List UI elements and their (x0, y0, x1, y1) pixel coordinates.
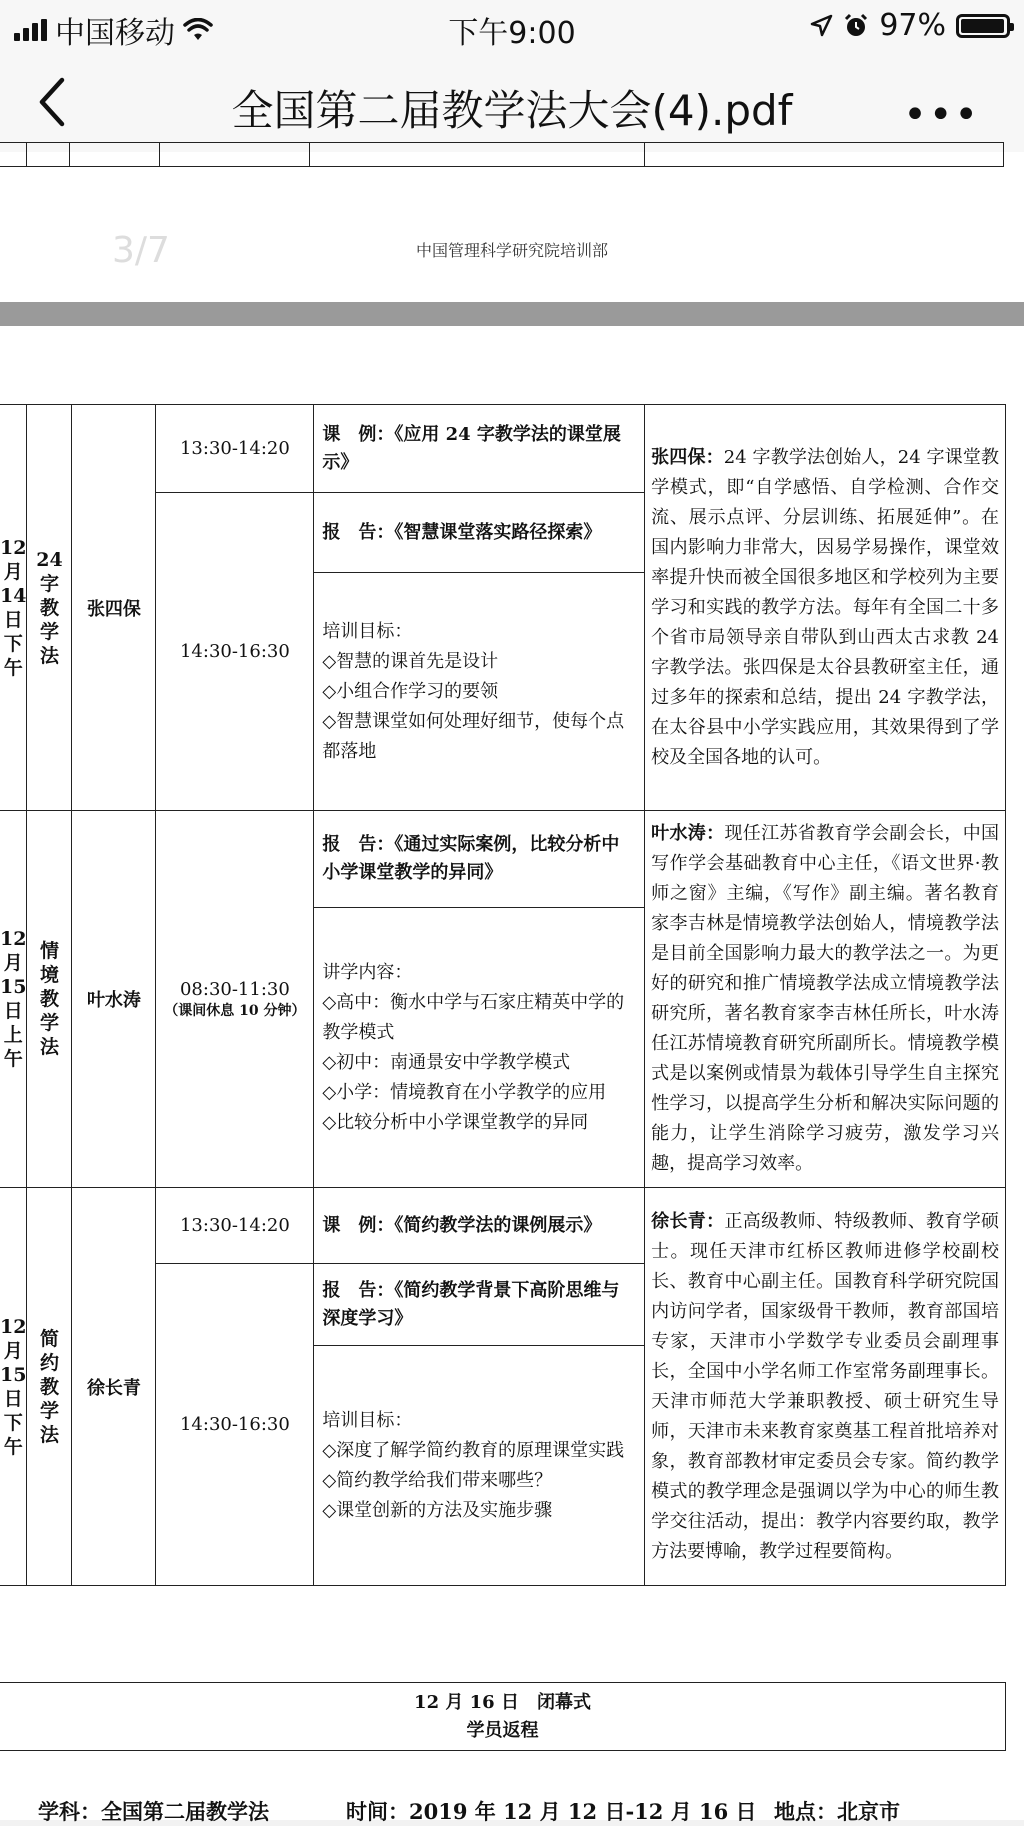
time-cell: 14:30-16:30 (156, 1264, 314, 1586)
status-right (809, 8, 1010, 43)
content-item: ◇智慧课堂如何处理好细节，使每个点都落地 (322, 710, 625, 762)
table-row (0, 1188, 1006, 1264)
previous-page-bottom (0, 152, 1024, 302)
bio-text: 正高级教师、特级教师、教育学硕士。现任天津市红桥区教师进修学校副校长、教育中心副主任。国教育科学研究院国内访问学者，国家级骨干教师，教育部国培专家，天津市小学数学专业委员会副理事长，全国中小学名师工作室常务副理事长。天津市师范大学兼职教授、硕士研究生导师，天津市未来教育家奠基工程首批培养对象，教育部教材审定委员会专家。简约教学模式的教学理念是强调以学为中心的师生教学交往活动，提出：教学内容要约取，教学方法要博喻，教学过程要简构。 (651, 1210, 1000, 1562)
battery-icon (956, 14, 1010, 38)
closing-cell (0, 1683, 1006, 1751)
document-title: 全国第二届教学法大会(4).pdf (231, 86, 793, 135)
status-time: 下午9:00 (448, 16, 576, 51)
content-heading: 培训目标： (322, 1409, 413, 1431)
session-cell: 课 例：《应用 24 字教学法的课堂展示》 (314, 405, 645, 493)
closing-line2: 学员返程 (466, 1719, 539, 1741)
battery-percent: 97% (879, 8, 946, 43)
session-cell: 报 告：《通过实际案例，比较分析中小学课堂教学的异同》 (314, 811, 645, 908)
content-cell (314, 908, 645, 1188)
footer-location: 地点：北京市 (774, 1799, 900, 1824)
speaker-cell: 徐长青 (72, 1188, 156, 1586)
pdf-page (0, 326, 1024, 1820)
method-cell: 情 境 教 学 法 (27, 811, 72, 1188)
time-cell: 13:30-14:20 (156, 1188, 314, 1264)
bio-cell (645, 405, 1006, 811)
closing-line1: 12 月 16 日 闭幕式 (414, 1691, 591, 1713)
schedule-table (0, 404, 1006, 1586)
date-cell: 12 月 15 日 下 午 (0, 1188, 27, 1586)
bio-text: 24 字教学法创始人，24 字课堂教学模式，即“自学感悟、自学检测、合作交流、展示点评、分层训练、拓展延伸”。在国内影响力非常大，因易学易操作，课堂效率提升快而被全国很多地区和学校列为主要学习和实践的教学方法。每年有全国二十多个省市局领导亲自带队到山西太古求教 24 字教学法。张四保是太谷县教研室主任，通过多年的探索和总结，提出 24 字教学法，在太谷县中小学实践应用，其效果得到了学校及全国各地的认可。 (651, 446, 999, 768)
page-indicator: 3/7 (112, 230, 170, 271)
content-item: ◇智慧的课首先是设计 (322, 650, 499, 672)
bio-name: 徐长青： (651, 1210, 725, 1232)
time-cell (156, 811, 314, 1188)
content-cell (314, 573, 645, 811)
content-heading: 讲学内容： (322, 961, 413, 983)
bio-text: 现任江苏省教育学会副会长，中国写作学会基础教育中心主任，《语文世界·教师之窗》主编，《写作》副主编。著名教育家李吉林是情境教学法创始人，情境教学法是目前全国影响力最大的教学法之一。为更好的研究和推广情境教学法成立情境教学法研究所，著名教育家李吉林任所长，叶水涛任江苏情境教育研究所副所长。情境教学模式是以案例或情景为载体引导学生自主探究性学习，以提高学生分析和解决实际问题的能力，让学生消除学习疲劳，激发学习兴趣，提高学习效率。 (651, 823, 1000, 1174)
bio-name: 张四保： (651, 446, 724, 468)
time-note: （课间休息 10 分钟） (164, 1002, 306, 1019)
location-arrow-icon (809, 14, 833, 38)
bio-cell (645, 811, 1006, 1188)
battery-fill (961, 19, 1004, 33)
previous-page-table-fragment (0, 142, 1004, 167)
date-cell: 12 月 14 日 下 午 (0, 405, 27, 811)
content-heading: 培训目标： (322, 620, 413, 642)
content-item: ◇简约教学给我们带来哪些？ (322, 1469, 553, 1491)
method-cell: 24 字 教 学 法 (27, 405, 72, 811)
bio-name: 叶水涛： (651, 823, 725, 844)
content-item: ◇小学：情境教育在小学教学的应用 (322, 1081, 607, 1103)
session-cell: 课 例：《简约教学法的课例展示》 (314, 1188, 645, 1264)
time-cell: 13:30-14:20 (156, 405, 314, 493)
content-cell (314, 1346, 645, 1586)
time-text: 08:30-11:30 (179, 978, 290, 1000)
content-item: ◇高中：衡水中学与石家庄精英中学的教学模式 (322, 991, 625, 1043)
session-cell: 报 告：《简约教学背景下高阶思维与深度学习》 (314, 1264, 645, 1346)
content-item: ◇课堂创新的方法及实施步骤 (322, 1499, 553, 1521)
footer-info (0, 1796, 1024, 1824)
table-row (0, 405, 1006, 493)
method-cell: 简 约 教 学 法 (27, 1188, 72, 1586)
footer-time: 时间：2019 年 12 月 12 日-12 月 16 日 (346, 1799, 757, 1824)
table-row (0, 811, 1006, 908)
nav-bar (0, 52, 1024, 152)
alarm-clock-icon (843, 13, 869, 39)
page-footer-text: 中国管理科学研究院培训部 (415, 241, 608, 260)
content-item: ◇初中：南通景安中学教学模式 (322, 1051, 571, 1073)
date-cell: 12 月 15 日 上 午 (0, 811, 27, 1188)
bio-cell (645, 1188, 1006, 1586)
footer-subject: 学科：全国第二届教学法 (38, 1799, 269, 1824)
page-gap (0, 302, 1024, 326)
content-item: ◇比较分析中小学课堂教学的异同 (322, 1111, 589, 1133)
speaker-cell: 叶水涛 (72, 811, 156, 1188)
status-bar (0, 0, 1024, 52)
session-cell: 报 告：《智慧课堂落实路径探索》 (314, 493, 645, 573)
speaker-cell: 张四保 (72, 405, 156, 811)
more-options-icon[interactable]: ••• (903, 92, 980, 138)
content-item: ◇深度了解学简约教育的原理课堂实践 (322, 1439, 625, 1461)
carrier-label: 中国移动 (55, 16, 175, 51)
closing-table (0, 1682, 1006, 1751)
time-cell: 14:30-16:30 (156, 493, 314, 811)
content-item: ◇小组合作学习的要领 (322, 680, 499, 702)
